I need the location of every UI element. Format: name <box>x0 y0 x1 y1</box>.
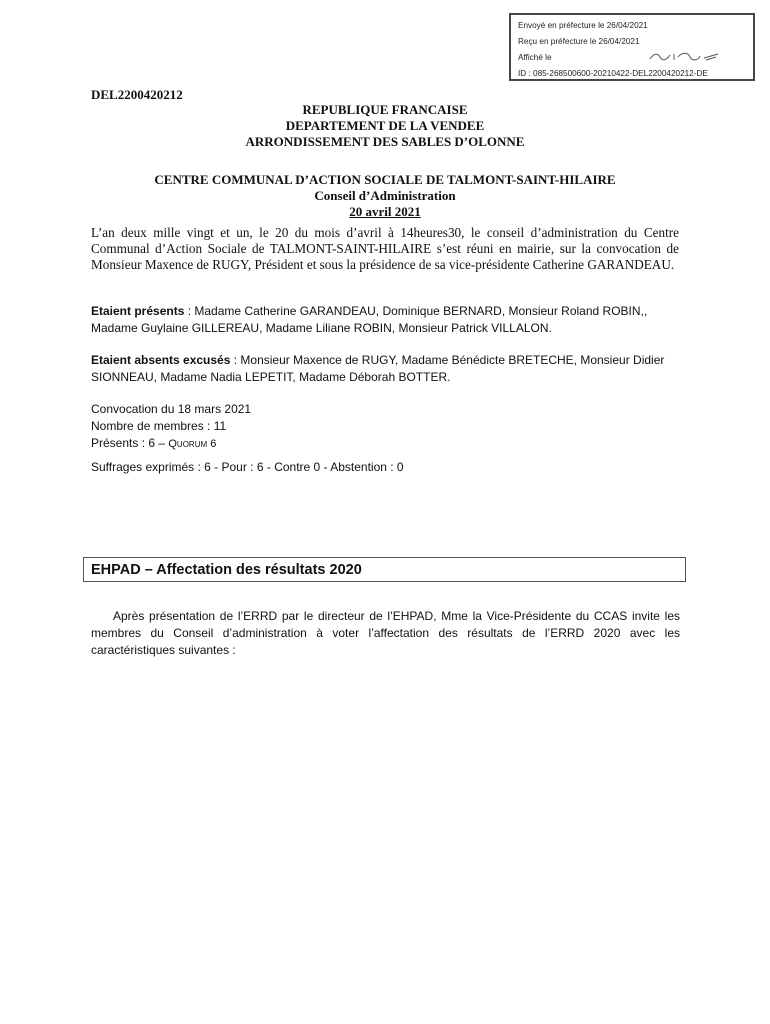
present-list: : Madame Catherine GARANDEAU, Dominique BERNARD, Monsieur Roland ROBIN,, Madame Guylaine GILLEREAU, Madame Liliane ROBIN, Monsieur Patrick VILLALON. <box>91 304 648 335</box>
convocation-date: Convocation du 18 mars 2021 <box>91 402 252 416</box>
vote-results: Suffrages exprimés : 6 - Pour : 6 - Contre 0 - Abstention : 0 <box>91 460 404 474</box>
meeting-stats <box>91 401 691 453</box>
absent-members <box>91 352 691 386</box>
present-count-text: Présents : 6 – <box>91 436 169 450</box>
heading-republique: REPUBLIQUE FRANCAISE <box>302 102 468 117</box>
heading-departement: DEPARTEMENT DE LA VENDEE <box>285 118 485 133</box>
stamp-posted-label: Affiché le <box>518 53 552 62</box>
stamp-received-date: Reçu en préfecture le 26/04/2021 <box>518 37 640 46</box>
absent-list: : Monsieur Maxence de RUGY, Madame Bénédicte BRETECHE, Monsieur Didier SIONNEAU, Madame Nadia LEPETIT, Madame Déborah BOTTER. <box>91 353 665 384</box>
stamp-sent-date: Envoyé en préfecture le 26/04/2021 <box>518 21 648 30</box>
document-heading <box>0 102 770 220</box>
intro-paragraph: L’an deux mille vingt et un, le 20 du mois d’avril à 14heures30, le conseil d’administration du Centre Communal d’Action Sociale de TALMONT-SAINT-HILAIRE s’est réuni en mairie, sur la convocation de Monsieur Maxence de RUGY, Président et sous la présidence de sa vice-présidente Catherine GARANDEAU. <box>91 225 679 272</box>
deliberation-reference: DEL2200420212 <box>91 87 183 102</box>
heading-organisation: CENTRE COMMUNAL D’ACTION SOCIALE DE TALMONT-SAINT-HILAIRE <box>154 172 616 187</box>
stamp-posted <box>518 50 753 66</box>
present-count <box>91 435 691 453</box>
heading-date: 20 avril 2021 <box>349 204 421 219</box>
stamp-id: ID : 085-268500600-20210422-DEL2200420212-DE <box>518 69 708 78</box>
absent-label: Etaient absents excusés <box>91 353 231 367</box>
quorum: Quorum 6 <box>168 438 217 450</box>
present-label: Etaient présents <box>91 304 185 318</box>
signature-scribble-icon <box>648 51 720 63</box>
closing-paragraph: Après présentation de l’ERRD par le directeur de l’EHPAD, Mme la Vice-Présidente du CCAS invite les membres du Conseil d’administration à voter l’affectation des résultats de l’ERRD 2020 avec les caractéristiques suivantes : <box>91 609 680 657</box>
section-title: EHPAD – Affectation des résultats 2020 <box>83 557 686 582</box>
present-members <box>91 303 691 337</box>
member-count: Nombre de membres : 11 <box>91 419 227 433</box>
heading-council: Conseil d’Administration <box>314 188 456 203</box>
prefecture-stamp <box>509 13 755 81</box>
heading-arrondissement: ARRONDISSEMENT DES SABLES D’OLONNE <box>245 134 525 149</box>
